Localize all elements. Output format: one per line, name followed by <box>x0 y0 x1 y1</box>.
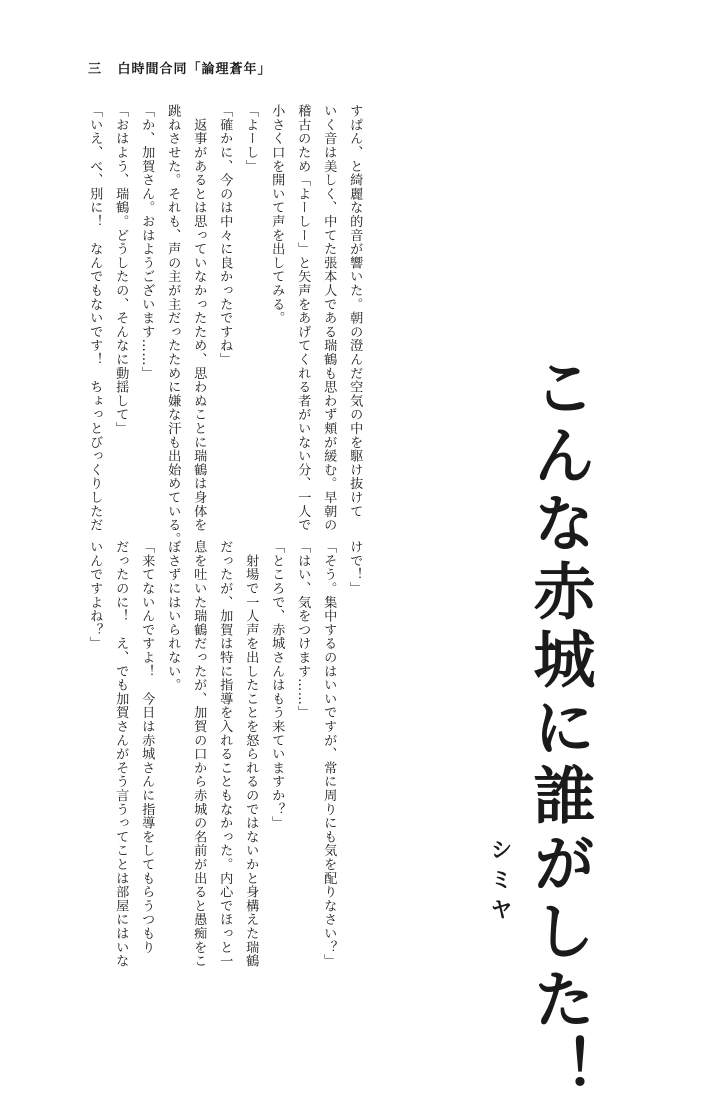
text-line: 「か、加賀さん。おはようございます……」 <box>139 104 155 380</box>
text-line: 「そう。集中するのはいいですが、常に周りにも気を配りなさい？」 <box>321 540 337 968</box>
text-line: 返事があるとは思っていなかったため、思わぬことに瑞鶴は身体を <box>191 104 207 532</box>
running-header <box>88 58 272 77</box>
text-line: 稽古のため「よーしー」と矢声をあげてくれる者がいない分、一人で <box>295 104 311 532</box>
text-line: けで！」 <box>347 540 363 596</box>
text-line: 「来てないんですよ！ 今日は赤城さんに指導をしてもらうつもり <box>139 540 155 954</box>
text-line: だったが、加賀は特に指導を入れることもなかった。内心でほっと一 <box>217 540 233 968</box>
text-line: 「いえ、べ、別に！ なんでもないです！ ちょっとびっくりしただ <box>87 104 103 532</box>
text-line: いく音は美しく、中てた張本人である瑞鶴も思わず頬が緩む。早朝の <box>321 104 337 532</box>
text-line: 射場で一人声を出したことを怒られるのではないかと身構えた瑞鶴 <box>243 540 259 968</box>
text-line: 跳ねさせた。それも、声の主が主だったために嫌な汗も出始めている。 <box>165 104 181 546</box>
text-line: 息を吐いた瑞鶴だったが、加賀の口から赤城の名前が出ると愚痴をこ <box>191 540 207 968</box>
text-line: いんですよね？」 <box>87 540 103 651</box>
page-number: 三 <box>88 62 103 77</box>
story-title: こんな赤城に誰がした！ <box>523 355 596 1103</box>
text-line: 「確かに、今のは中々に良かったですね」 <box>217 104 233 367</box>
text-line: すぱん、と綺麗な的音が響いた。朝の澄んだ空気の中を駆け抜けて <box>347 104 363 518</box>
text-line: 「ところで、赤城さんはもう来ていますか？」 <box>269 540 285 830</box>
book-title: 白時間合同「論理蒼年」 <box>117 62 272 77</box>
text-line: 「よーし」 <box>243 104 259 173</box>
text-line: 小さく口を開いて声を出してみる。 <box>269 104 285 325</box>
text-line: 「はい、気をつけます……」 <box>295 540 311 720</box>
text-line: 「おはよう、瑞鶴。どうしたの、そんなに動揺して」 <box>113 104 129 436</box>
text-line: ぼさずにはいられない。 <box>165 540 181 692</box>
story-author: シミヤ <box>487 838 512 928</box>
text-line: だったのに！ え、でも加賀さんがそう言うってことは部屋にはいな <box>113 540 129 968</box>
